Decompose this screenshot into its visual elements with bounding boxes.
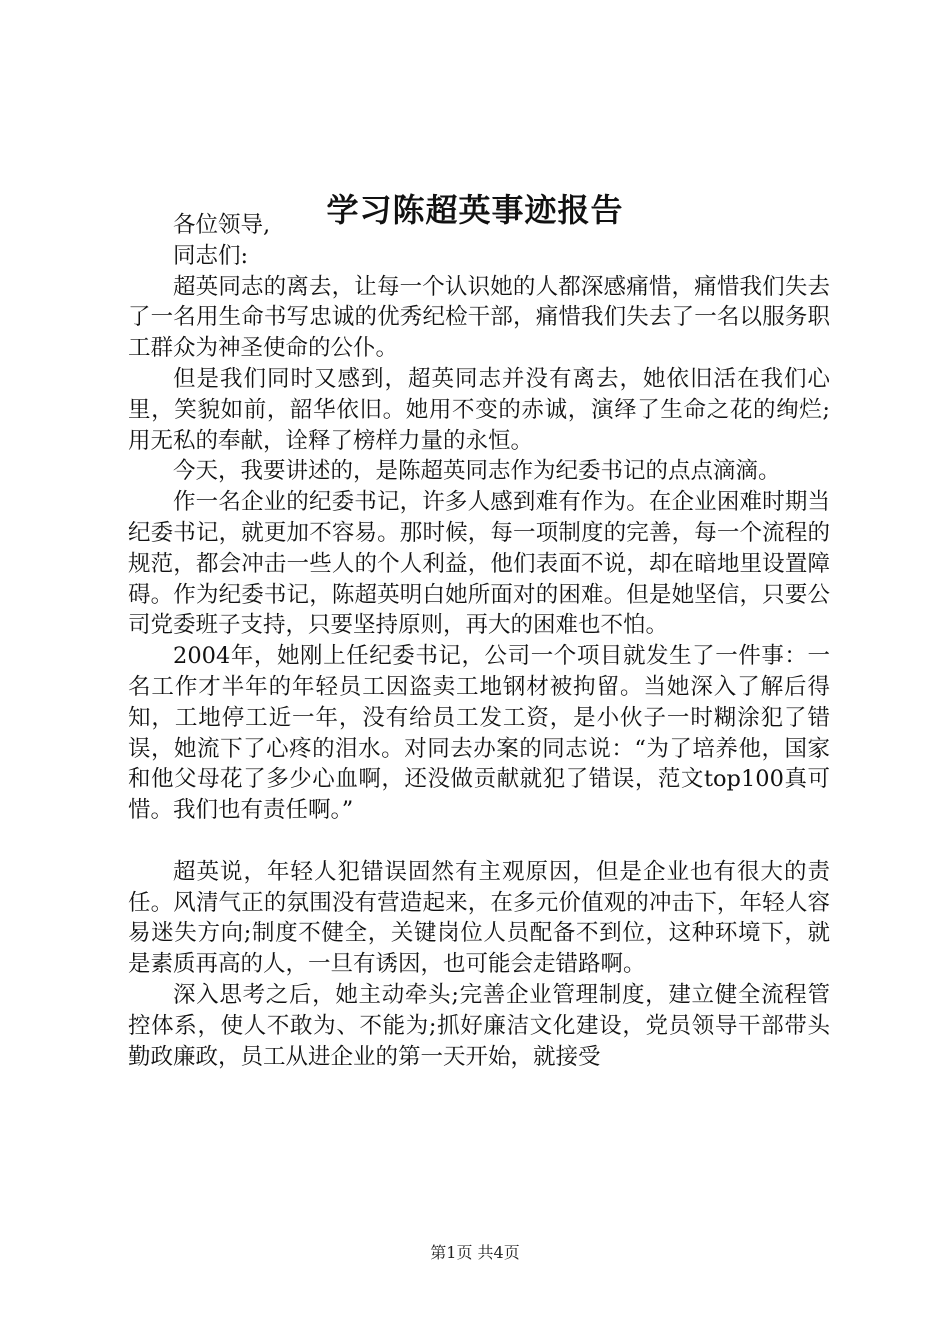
paragraph: 作一名企业的纪委书记，许多人感到难有作为。在企业困难时期当纪委书记，就更加不容易。那时候，每一项制度的完善，每一个流程的规范，都会冲击一些人的个人利益，他们表面不说，却在暗地里设置障碍。作为纪委书记，陈超英明白她所面对的困难。但是她坚信，只要公司党委班子支持，只要坚持原则，再大的困难也不怕。 — [128, 489, 830, 639]
paragraph: 2004年，她刚上任纪委书记，公司一个项目就发生了一件事：一名工作才半年的年轻员工因盗卖工地钢材被拘留。当她深入了解后得知，工地停工近一年，没有给员工发工资，是小伙子一时糊涂犯了错误，她流下了心疼的泪水。对同去办案的同志说：“为了培养他，国家和他父母花了多少心血啊，还没做贡献就犯了错误，范文top100真可惜。我们也有责任啊。” — [128, 643, 830, 824]
paragraph: 深入思考之后，她主动牵头;完善企业管理制度，建立健全流程管控体系，使人不敢为、不能为;抓好廉洁文化建设，党员领导干部带头勤政廉政，员工从进企业的第一天开始，就接受 — [128, 981, 830, 1070]
paragraph: 今天，我要讲述的，是陈超英同志作为纪委书记的点点滴滴。 — [173, 458, 781, 485]
salutation-leaders: 各位领导, — [173, 212, 271, 238]
paragraph-spacer — [128, 826, 830, 857]
paragraph: 但是我们同时又感到，超英同志并没有离去，她依旧活在我们心里，笑貌如前，韶华依旧。她用不变的赤诚，演绎了生命之花的绚烂;用无私的奉献，诠释了榜样力量的永恒。 — [128, 365, 830, 454]
paragraph: 超英同志的离去，让每一个认识她的人都深感痛惜，痛惜我们失去了一名用生命书写忠诚的优秀纪检干部，痛惜我们失去了一名以服务职工群众为神圣使命的公仆。 — [128, 273, 830, 362]
salutation-comrades: 同志们: — [173, 242, 249, 269]
document-title: 学习陈超英事迹报告 — [326, 191, 624, 229]
page-number-footer: 第1页 共4页 — [430, 1243, 520, 1262]
paragraph: 超英说，年轻人犯错误固然有主观原因，但是企业也有很大的责任。风清气正的氛围没有营造起来，在多元价值观的冲击下，年轻人容易迷失方向;制度不健全，关键岗位人员配备不到位，这种环境下，就是素质再高的人，一旦有诱因，也可能会走错路啊。 — [128, 858, 830, 978]
document-body — [128, 210, 830, 1072]
